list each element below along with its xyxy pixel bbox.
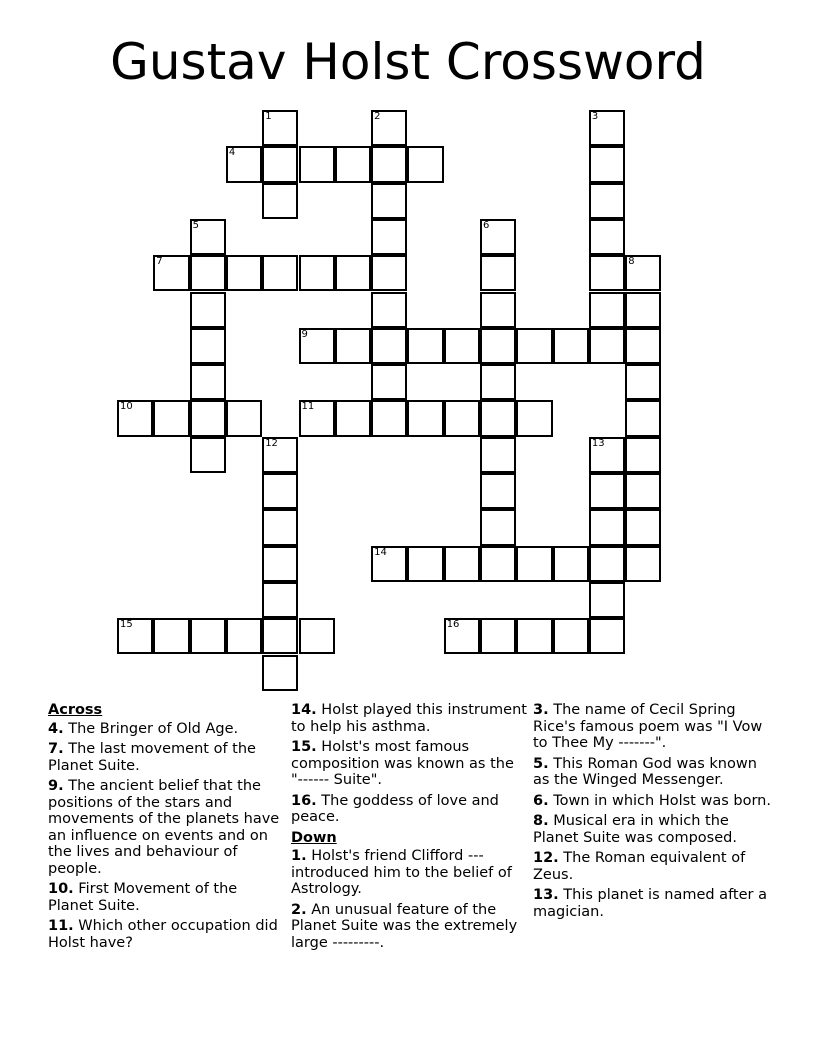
clue-item bbox=[291, 902, 527, 952]
clues-section bbox=[0, 702, 816, 1032]
clue-text: Holst's friend Clifford --- introduced him to the belief of Astrology. bbox=[291, 848, 512, 897]
grid-cell[interactable] bbox=[371, 219, 407, 255]
clue-number: 10. bbox=[48, 881, 74, 897]
clue-column-1 bbox=[48, 702, 280, 955]
grid-cell[interactable] bbox=[335, 328, 371, 364]
grid-cell[interactable] bbox=[371, 400, 407, 436]
cell-number: 2 bbox=[374, 111, 381, 122]
grid-cell[interactable] bbox=[625, 437, 661, 473]
clue-number: 9. bbox=[48, 778, 64, 794]
grid-cell[interactable] bbox=[262, 509, 298, 545]
clue-text: Musical era in which the Planet Suite was composed. bbox=[533, 813, 737, 846]
grid-cell[interactable] bbox=[190, 292, 226, 328]
cell-number: 1 bbox=[265, 111, 272, 122]
grid-cell[interactable] bbox=[480, 364, 516, 400]
grid-cell[interactable] bbox=[480, 400, 516, 436]
grid-cell[interactable] bbox=[335, 146, 371, 182]
grid-cell[interactable] bbox=[407, 328, 443, 364]
clue-item bbox=[48, 721, 280, 738]
grid-cell[interactable] bbox=[516, 328, 552, 364]
clue-item bbox=[533, 850, 773, 883]
grid-cell[interactable] bbox=[262, 655, 298, 691]
grid-cell[interactable] bbox=[480, 328, 516, 364]
grid-cell[interactable] bbox=[190, 437, 226, 473]
grid-cell[interactable] bbox=[335, 255, 371, 291]
clue-text: Which other occupation did Holst have? bbox=[48, 918, 278, 951]
grid-cell[interactable] bbox=[371, 146, 407, 182]
clue-text: The Bringer of Old Age. bbox=[68, 720, 239, 737]
grid-cell[interactable] bbox=[589, 546, 625, 582]
grid-cell[interactable] bbox=[371, 546, 407, 582]
grid-cell[interactable] bbox=[589, 183, 625, 219]
clue-item bbox=[48, 918, 280, 951]
grid-cell[interactable] bbox=[262, 255, 298, 291]
grid-cell[interactable] bbox=[625, 292, 661, 328]
grid-cell[interactable] bbox=[262, 473, 298, 509]
grid-cell[interactable] bbox=[226, 146, 262, 182]
grid-cell[interactable] bbox=[226, 255, 262, 291]
cell-number: 6 bbox=[483, 219, 490, 231]
grid-cell[interactable] bbox=[190, 400, 226, 436]
grid-cell[interactable] bbox=[480, 292, 516, 328]
grid-cell[interactable] bbox=[516, 400, 552, 436]
clue-number: 12. bbox=[533, 850, 559, 866]
clue-number: 6. bbox=[533, 792, 549, 809]
grid-cell[interactable] bbox=[407, 146, 443, 182]
grid-cell[interactable] bbox=[117, 618, 153, 654]
cell-number: 5 bbox=[192, 219, 199, 231]
clue-number: 15. bbox=[291, 739, 317, 755]
grid-cell[interactable] bbox=[262, 437, 298, 473]
grid-cell[interactable] bbox=[299, 328, 335, 364]
grid-cell[interactable] bbox=[625, 546, 661, 582]
cell-number: 14 bbox=[374, 546, 387, 558]
clue-text: First Movement of the Planet Suite. bbox=[48, 881, 238, 914]
clue-number: 3. bbox=[533, 702, 549, 718]
clue-item bbox=[291, 793, 527, 826]
clue-item bbox=[533, 702, 773, 752]
clue-number: 13. bbox=[533, 887, 559, 903]
clue-item bbox=[533, 756, 773, 789]
grid-cell[interactable] bbox=[371, 183, 407, 219]
grid-cell[interactable] bbox=[589, 618, 625, 654]
grid-cell[interactable] bbox=[262, 146, 298, 182]
grid-cell[interactable] bbox=[153, 255, 189, 291]
grid-cell[interactable] bbox=[480, 509, 516, 545]
cell-number: 12 bbox=[265, 437, 278, 449]
grid-cell[interactable] bbox=[625, 473, 661, 509]
clue-text: This Roman God was known as the Winged Messenger. bbox=[533, 755, 757, 788]
grid-cell[interactable] bbox=[190, 364, 226, 400]
grid-cell[interactable] bbox=[371, 255, 407, 291]
grid-cell[interactable] bbox=[335, 400, 371, 436]
grid-cell[interactable] bbox=[589, 255, 625, 291]
clue-item bbox=[48, 881, 280, 914]
grid-cell[interactable] bbox=[262, 110, 298, 146]
clue-number: 7. bbox=[48, 741, 64, 757]
grid-cell[interactable] bbox=[516, 618, 552, 654]
clue-text: An unusual feature of the Planet Suite was the extremely large ---------. bbox=[291, 901, 518, 951]
clue-number: 16. bbox=[291, 792, 317, 809]
cell-number: 4 bbox=[228, 147, 236, 159]
grid-cell[interactable] bbox=[553, 328, 589, 364]
cell-number: 7 bbox=[156, 256, 163, 268]
clue-item bbox=[291, 702, 527, 735]
grid-cell[interactable] bbox=[480, 473, 516, 509]
grid-cell[interactable] bbox=[226, 400, 262, 436]
grid-cell[interactable] bbox=[589, 437, 625, 473]
grid-cell[interactable] bbox=[480, 437, 516, 473]
grid-cell[interactable] bbox=[262, 183, 298, 219]
clue-text: The Roman equivalent of Zeus. bbox=[533, 850, 746, 883]
clue-number: 1. bbox=[291, 848, 307, 864]
clue-text: The last movement of the Planet Suite. bbox=[48, 741, 256, 774]
grid-cell[interactable] bbox=[589, 292, 625, 328]
grid-cell[interactable] bbox=[226, 618, 262, 654]
clue-section-heading: Down bbox=[291, 829, 337, 846]
grid-cell[interactable] bbox=[589, 146, 625, 182]
grid-cell[interactable] bbox=[589, 328, 625, 364]
clue-number: 14. bbox=[291, 702, 317, 718]
clue-item bbox=[533, 813, 773, 846]
grid-cell[interactable] bbox=[371, 328, 407, 364]
grid-cell[interactable] bbox=[480, 546, 516, 582]
clue-section-heading: Across bbox=[48, 702, 103, 718]
cell-number: 11 bbox=[301, 401, 315, 413]
cell-number: 13 bbox=[591, 437, 605, 449]
grid-cell[interactable] bbox=[371, 364, 407, 400]
grid-cell[interactable] bbox=[589, 110, 625, 146]
grid-cell[interactable] bbox=[589, 509, 625, 545]
grid-cell[interactable] bbox=[444, 400, 480, 436]
grid-cell[interactable] bbox=[299, 400, 335, 436]
grid-cell[interactable] bbox=[262, 618, 298, 654]
grid-cell[interactable] bbox=[190, 618, 226, 654]
grid-cell[interactable] bbox=[262, 582, 298, 618]
grid-cell[interactable] bbox=[589, 219, 625, 255]
clue-text: Holst played this instrument to help his asthma. bbox=[291, 702, 527, 735]
grid-cell[interactable] bbox=[190, 219, 226, 255]
clue-column-3 bbox=[533, 702, 773, 924]
clue-item bbox=[48, 778, 280, 877]
clue-text: Town in which Holst was born. bbox=[553, 792, 771, 809]
clue-text: This planet is named after a magician. bbox=[533, 887, 767, 920]
grid-cell[interactable] bbox=[190, 328, 226, 364]
grid-cell[interactable] bbox=[299, 255, 335, 291]
grid-cell[interactable] bbox=[371, 110, 407, 146]
grid-cell[interactable] bbox=[444, 328, 480, 364]
clue-item bbox=[291, 848, 527, 898]
clue-text: The ancient belief that the positions of the stars and movements of the planets have an influence on events and on the lives and behaviour of people. bbox=[48, 778, 280, 877]
clue-number: 8. bbox=[533, 813, 549, 829]
clue-number: 11. bbox=[48, 918, 74, 934]
clue-text: The name of Cecil Spring Rice's famous poem was "I Vow to Thee My -------". bbox=[533, 702, 763, 751]
grid-cell[interactable] bbox=[190, 255, 226, 291]
grid-cell[interactable] bbox=[480, 618, 516, 654]
clue-text: Holst's most famous composition was known as the "------ Suite". bbox=[291, 739, 514, 788]
cell-number: 8 bbox=[628, 256, 635, 268]
clue-item bbox=[533, 887, 773, 920]
grid-cell[interactable] bbox=[480, 219, 516, 255]
clue-item bbox=[291, 739, 527, 789]
grid-cell[interactable] bbox=[589, 473, 625, 509]
grid-cell[interactable] bbox=[444, 618, 480, 654]
grid-cell[interactable] bbox=[262, 546, 298, 582]
grid-cell[interactable] bbox=[589, 582, 625, 618]
clue-column-2 bbox=[291, 702, 527, 955]
grid-cell[interactable] bbox=[625, 364, 661, 400]
cell-number: 15 bbox=[120, 619, 133, 631]
grid-cell[interactable] bbox=[444, 546, 480, 582]
clue-number: 5. bbox=[533, 755, 549, 772]
grid-cell[interactable] bbox=[407, 400, 443, 436]
grid-cell[interactable] bbox=[553, 546, 589, 582]
puzzle-title: Gustav Holst Crossword bbox=[110, 33, 706, 91]
cell-number: 16 bbox=[446, 619, 460, 631]
clue-item bbox=[48, 741, 280, 774]
cell-number: 10 bbox=[120, 401, 133, 413]
grid-cell[interactable] bbox=[299, 618, 335, 654]
clue-number: 4. bbox=[48, 720, 64, 737]
grid-cell[interactable] bbox=[625, 509, 661, 545]
clue-item bbox=[533, 793, 773, 810]
cell-number: 3 bbox=[591, 111, 599, 122]
grid-cell[interactable] bbox=[625, 400, 661, 436]
grid-cell[interactable] bbox=[153, 618, 189, 654]
grid-cell[interactable] bbox=[117, 400, 153, 436]
grid-cell[interactable] bbox=[625, 328, 661, 364]
grid-cell[interactable] bbox=[516, 546, 552, 582]
grid-cell[interactable] bbox=[371, 292, 407, 328]
grid-cell[interactable] bbox=[480, 255, 516, 291]
grid-cell[interactable] bbox=[299, 146, 335, 182]
clue-text: The goddess of love and peace. bbox=[291, 792, 499, 825]
grid-cell[interactable] bbox=[407, 546, 443, 582]
grid-cell[interactable] bbox=[153, 400, 189, 436]
grid-cell[interactable] bbox=[625, 255, 661, 291]
grid-cell[interactable] bbox=[553, 618, 589, 654]
cell-number: 9 bbox=[301, 328, 308, 340]
clue-number: 2. bbox=[291, 901, 307, 918]
